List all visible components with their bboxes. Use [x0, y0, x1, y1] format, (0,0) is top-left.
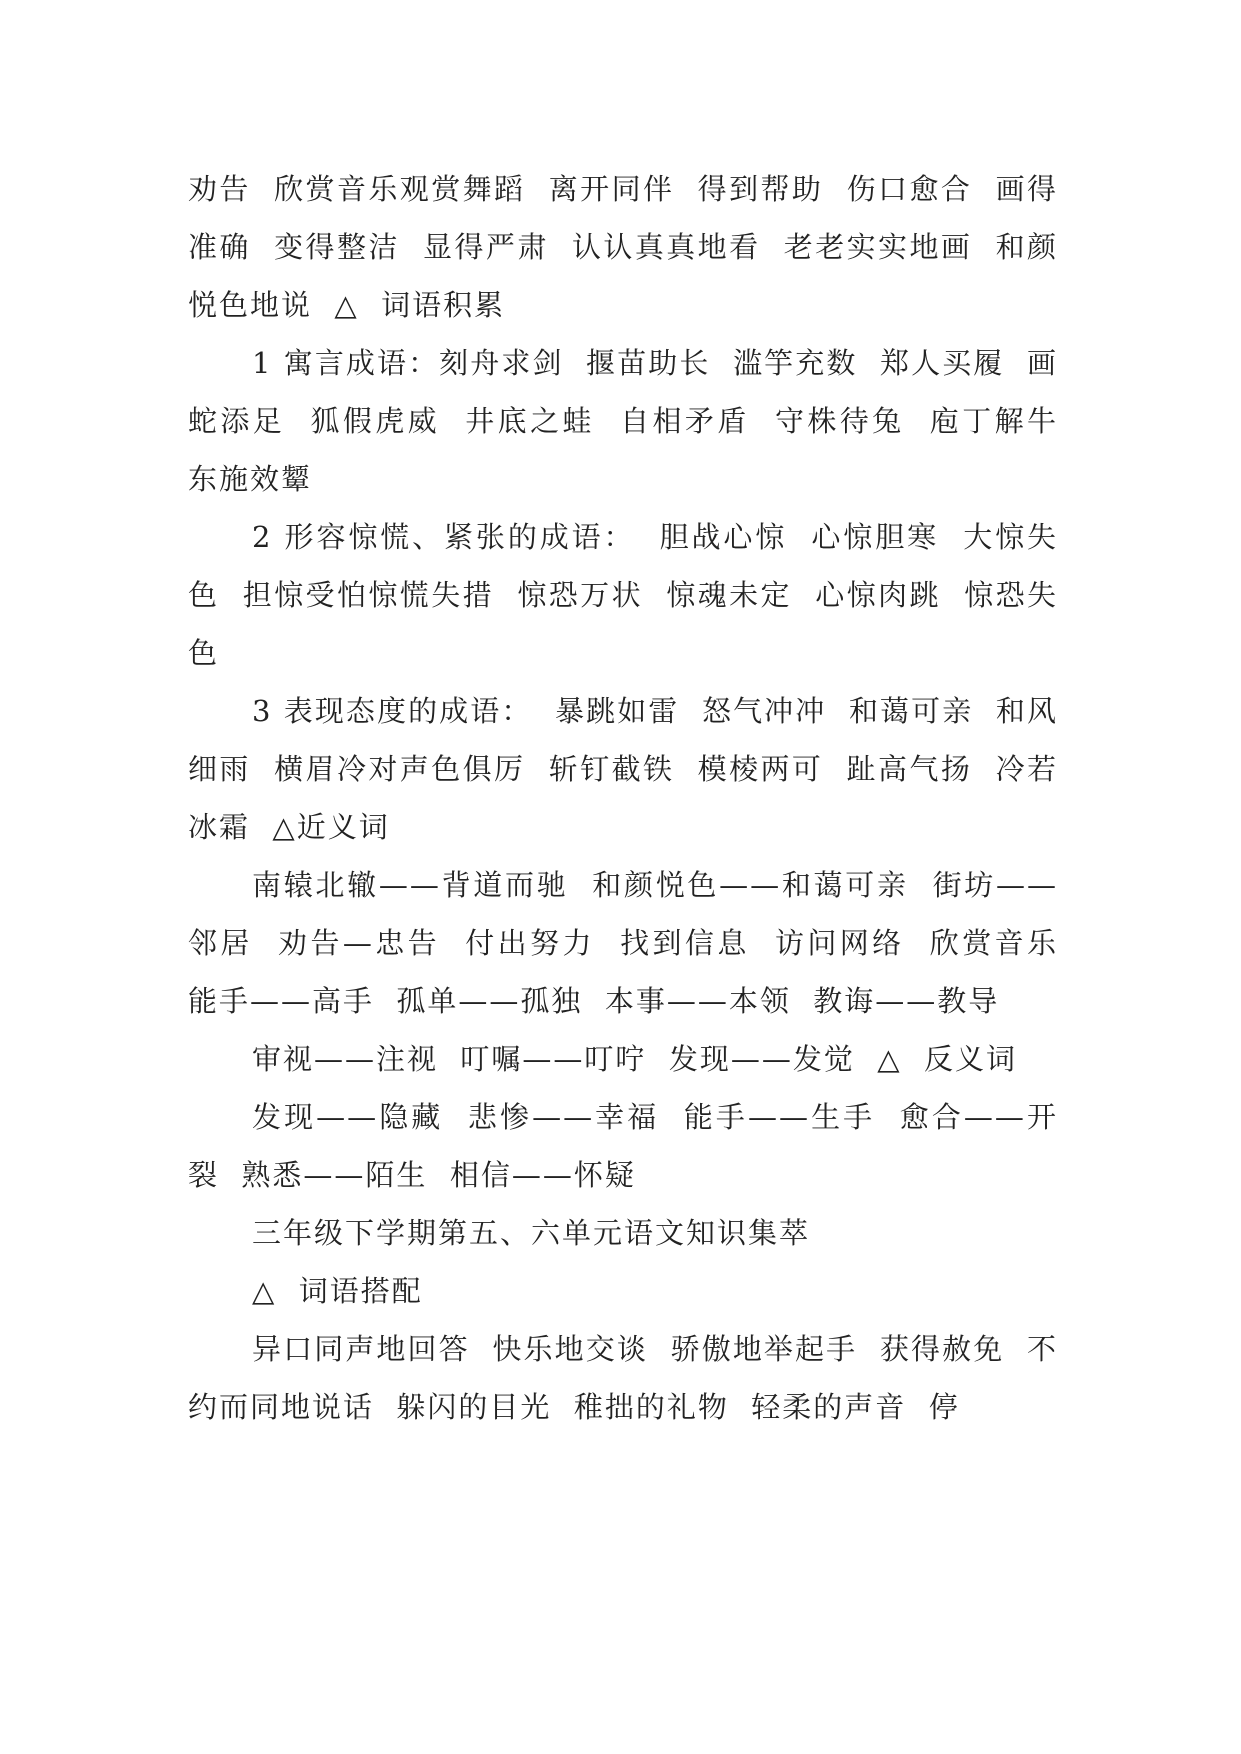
- paragraph-fable-idioms: 1 寓言成语：刻舟求剑 揠苗助长 滥竽充数 郑人买履 画蛇添足 狐假虎威 井底之蛙 自相矛盾 守株待兔 庖丁解牛 东施效颦: [188, 346, 1081, 496]
- paragraph-word-pairings: 劝告 欣赏音乐观赏舞蹈 离开同伴 得到帮助 伤口愈合 画得准确 变得整洁 显得严肃 认认真真地看 老老实实地画 和颜悦色地说 △ 词语积累: [188, 172, 1058, 322]
- paragraph-synonyms-continued: 审视——注视 叮嘱——叮咛 发现——发觉 △ 反义词: [252, 1042, 1018, 1076]
- subsection-heading: △ 词语搭配: [252, 1274, 423, 1308]
- paragraph-collocations: 异口同声地回答 快乐地交谈 骄傲地举起手 获得赦免 不约而同地说话 躲闪的目光 稚拙的礼物 轻柔的声音 停: [188, 1332, 1058, 1424]
- section-heading: 三年级下学期第五、六单元语文知识集萃: [252, 1216, 811, 1250]
- paragraph-panic-idioms: 2 形容惊慌、紧张的成语： 胆战心惊 心惊胆寒 大惊失色 担惊受怕惊慌失措 惊恐万状 惊魂未定 心惊肉跳 惊恐失色: [188, 520, 1058, 670]
- paragraph-antonyms: 发现——隐藏 悲惨——幸福 能手——生手 愈合——开裂 熟悉——陌生 相信——怀疑: [188, 1100, 1058, 1192]
- paragraph-attitude-idioms: 3 表现态度的成语： 暴跳如雷 怒气冲冲 和蔼可亲 和风细雨 横眉冷对声色俱厉 斩钉截铁 模棱两可 趾高气扬 冷若冰霜 △近义词: [188, 694, 1058, 844]
- paragraph-synonyms: 南辕北辙——背道而驰 和颜悦色——和蔼可亲 街坊——邻居 劝告—忠告 付出努力 找到信息 访问网络 欣赏音乐 能手——高手 孤单——孤独 本事——本领 教诲——教导: [188, 868, 1081, 1018]
- document-page: [188, 160, 1081, 1436]
